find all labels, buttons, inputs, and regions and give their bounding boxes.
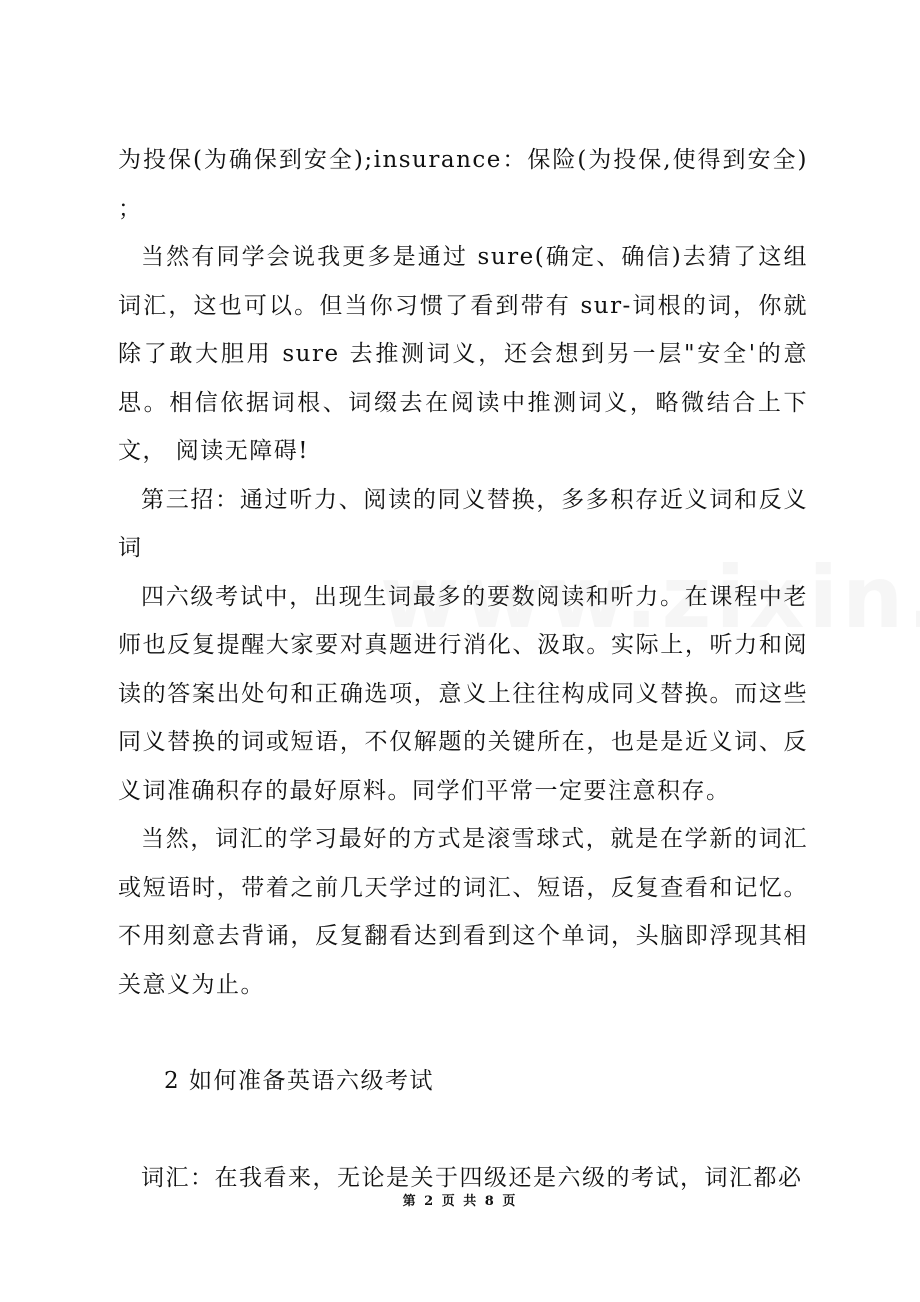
- paragraph-4: 四六级考试中，出现生词最多的要数阅读和听力。在课程中老师也反复提醒大家要对真题进行消化、汲取。实际上，听力和阅读的答案出处句和正确选项，意义上往往构成同义替换。而这些同义替换的词或短语，不仅解题的关键所在，也是是近义词、反义词准确积存的最好原料。同学们平常一定要注意积存。: [118, 583, 808, 804]
- paragraph-3: 第三招：通过听力、阅读的同义替换，多多积存近义词和反义词: [118, 486, 808, 561]
- paragraph-1: 为投保(为确保到安全);insurance：保险(为投保,使得到安全) ；: [118, 147, 808, 222]
- spacer: [118, 1009, 808, 1057]
- paragraph-6: 词汇：在我看来，无论是关于四级还是六级的考试，词汇都必: [141, 1164, 803, 1191]
- paragraph-5: 当然，词汇的学习最好的方式是滚雪球式，就是在学新的词汇或短语时，带着之前几天学过的词汇、短语，反复查看和记忆。不用刻意去背诵，反复翻看达到看到这个单词，头脑即浮现其相关意义为止。: [118, 826, 808, 998]
- paragraph-2: 当然有同学会说我更多是通过 sure(确定、确信)去猜了这组词汇，这也可以。但当你习惯了看到带有 sur-词根的词，你就除了敢大胆用 sure 去推测词义，还会想到另一层"安全'的意思。相信依据词根、词缀去在阅读中推测词义，略微结合上下文， 阅读无障碍!: [118, 244, 808, 464]
- document-body: [118, 136, 808, 1202]
- section-heading: 2 如何准备英语六级考试: [164, 1068, 434, 1094]
- spacer: [118, 1106, 808, 1154]
- page-footer: 第 2 页 共 8 页: [402, 1194, 518, 1209]
